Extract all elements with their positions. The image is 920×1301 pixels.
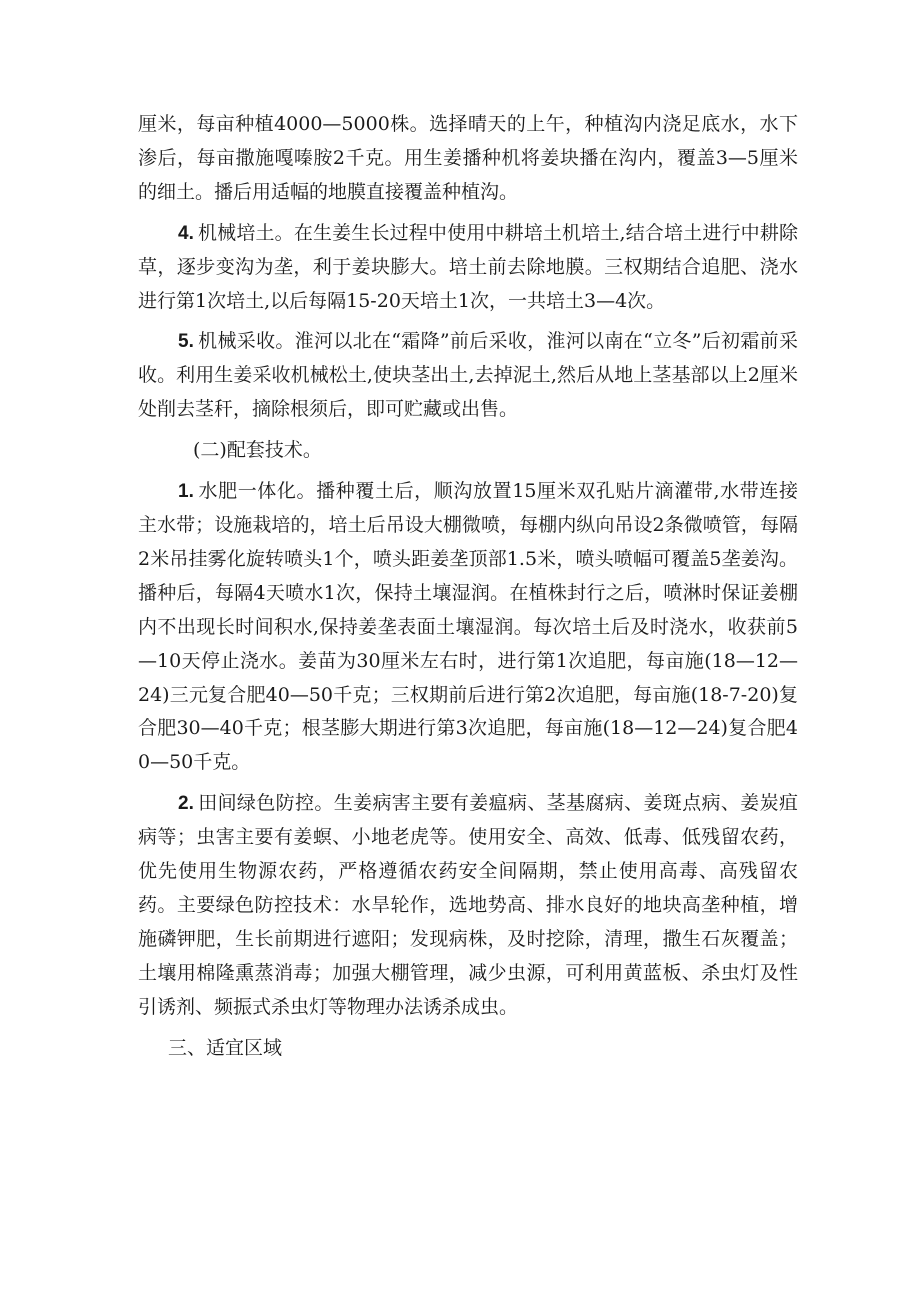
document-page xyxy=(138,108,798,1072)
section-heading-text: (二)配套技术。 xyxy=(193,439,322,462)
paragraph-text: 田间绿色防控。生姜病害主要有姜瘟病、茎基腐病、姜斑点病、姜炭疽病等；虫害主要有姜螟、小地老虎等。使用安全、高效、低毒、低残留农药，优先使用生物源农药，严格遵循农药安全间隔期，禁止使用高毒、高残留农药。主要绿色防控技术：水旱轮作，选地势高、排水良好的地块高垄种植，增施磷钾肥，生长前期进行遮阳；发现病株，及时挖除，清理，撒生石灰覆盖；土壤用棉隆熏蒸消毒；加强大棚管理，减少虫源，可利用黄蓝板、杀虫灯及性引诱剂、频振式杀虫灯等物理办法诱杀成虫。 xyxy=(138,792,798,1018)
paragraph-number: 4. xyxy=(178,222,194,244)
paragraph-water-fertilizer xyxy=(138,475,798,780)
section-heading-text: 三、适宜区域 xyxy=(168,1036,283,1059)
paragraph-text: 机械培土。在生姜生长过程中使用中耕培土机培土,结合培土进行中耕除草，逐步变沟为垄，利于姜块膨大。培土前去除地膜。三权期结合追肥、浇水进行第1次培土,以后每隔15-20天培土1次，一共培土3—4次。 xyxy=(138,221,798,312)
section-heading-supporting-tech xyxy=(138,434,798,468)
paragraph-number: 2. xyxy=(178,793,194,815)
paragraph-text: 机械采收。淮河以北在“霜降”前后采收，淮河以南在“立冬”后初霜前采收。利用生姜采收机械松土,使块茎出土,去掉泥土,然后从地上茎基部以上2厘米处削去茎秆，摘除根须后，即可贮藏或出售。 xyxy=(138,330,798,421)
paragraph-green-control xyxy=(138,787,798,1024)
paragraph-number: 5. xyxy=(178,331,194,353)
paragraph-mechanical-harvest xyxy=(138,325,798,427)
paragraph-text: 厘米，每亩种植4000—5000株。选择晴天的上午，种植沟内浇足底水，水下渗后，每亩撒施嘎嗪胺2千克。用生姜播种机将姜块播在沟内，覆盖3—5厘米的细土。播后用适幅的地膜直接覆盖种植沟。 xyxy=(138,113,798,203)
paragraph-text: 水肥一体化。播种覆土后，顺沟放置15厘米双孔贴片滴灌带,水带连接主水带；设施栽培的，培土后吊设大棚微喷，每棚内纵向吊设2条微喷管，每隔2米吊挂雾化旋转喷头1个，喷头距姜垄顶部1.5米，喷头喷幅可覆盖5垄姜沟。播种后，每隔4天喷水1次，保持土壤湿润。在植株封行之后，喷淋时保证姜棚内不出现长时间积水,保持姜垄表面土壤湿润。每次培土后及时浇水，收获前5—10天停止浇水。姜苗为30厘米左右时，进行第1次追肥，每亩施(18—12—24)三元复合肥40—50千克；三权期前后进行第2次追肥，每亩施(18-7-20)复合肥30—40千克；根茎膨大期进行第3次追肥，每亩施(18—12—24)复合肥40—50千克。 xyxy=(138,480,798,774)
paragraph-number: 1. xyxy=(178,481,194,503)
section-heading-suitable-region xyxy=(138,1032,798,1066)
paragraph-mechanical-earthing xyxy=(138,217,798,319)
paragraph-continuation xyxy=(138,108,798,210)
